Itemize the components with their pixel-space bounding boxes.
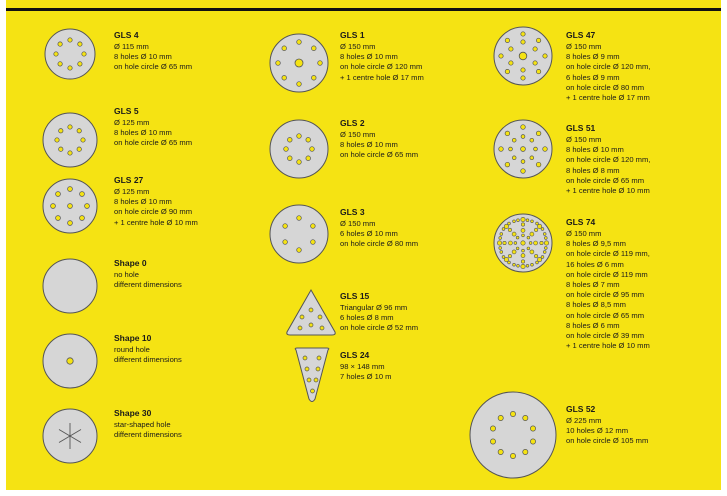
entry-line: 8 holes Ø 6 mm: [566, 320, 620, 330]
entry-line: on hole circle Ø 65 mm: [114, 62, 193, 72]
entry-line: on hole circle Ø 65 mm: [114, 138, 193, 148]
delta-graphic-gls-24: [290, 347, 334, 405]
left-page-margin: [0, 0, 6, 496]
text-block-shape-0: [114, 258, 182, 290]
entry-title: Shape 10: [114, 333, 152, 343]
entry-line: + 1 centre hole Ø 17 mm: [340, 72, 424, 82]
entry-title: GLS 4: [114, 30, 139, 40]
disc-graphic-gls-52: [468, 390, 558, 480]
entry-title: GLS 5: [114, 106, 139, 116]
entry-line: + 1 centre hole Ø 10 mm: [566, 186, 650, 196]
entry-line: 8 holes Ø 8 mm: [566, 165, 620, 175]
bottom-page-margin: [0, 490, 727, 496]
text-block-gls-24: [340, 350, 392, 382]
entry-line: on hole circle Ø 80 mm: [340, 239, 419, 249]
entry-line: 6 holes Ø 9 mm: [566, 72, 620, 82]
entry-line: on hole circle Ø 120 mm: [340, 62, 423, 72]
disc-graphic-gls-4: [42, 26, 98, 82]
entry-title: GLS 74: [566, 217, 596, 227]
entry-line: + 1 centre hole Ø 17 mm: [566, 93, 650, 103]
disc-graphic-gls-47: [492, 25, 554, 87]
entry-line: 10 holes Ø 12 mm: [566, 426, 629, 436]
disc-graphic-gls-2: [268, 118, 330, 180]
entry-title: GLS 15: [340, 291, 370, 301]
text-block-gls-47: [566, 30, 650, 103]
disc-graphic-gls-5: [40, 110, 100, 170]
entry-line: Ø 150 mm: [340, 42, 376, 51]
entry-line: on hole circle Ø 65 mm: [340, 150, 419, 160]
text-block-gls-4: [114, 30, 192, 73]
entry-line: 6 holes Ø 10 mm: [340, 229, 398, 239]
entry-title: GLS 52: [566, 404, 596, 414]
disc-graphic-shape-10: [40, 331, 100, 391]
entry-line: on hole circle Ø 90 mm: [114, 207, 193, 217]
entry-title: GLS 3: [340, 207, 365, 217]
disc-graphic-gls-1: [268, 32, 330, 94]
entry-line: 8 holes Ø 10 mm: [340, 140, 398, 150]
entry-line: + 1 centre hole Ø 10 mm: [566, 341, 650, 351]
triangle-graphic-gls-15: [284, 288, 338, 338]
entry-line: on hole circle Ø 52 mm: [340, 323, 419, 333]
entry-line: on hole circle Ø 80 mm: [566, 82, 645, 92]
entry-line: star-shaped hole: [114, 420, 171, 429]
entry-line: on hole circle Ø 120 mm,: [566, 155, 651, 165]
entry-line: Ø 225 mm: [566, 416, 602, 425]
text-block-gls-2: [340, 118, 418, 161]
entry-line: 6 holes Ø 8 mm: [340, 313, 394, 323]
entry-line: 8 holes Ø 8,5 mm: [566, 300, 626, 310]
entry-title: Shape 30: [114, 408, 152, 418]
entry-line: Ø 150 mm: [340, 130, 376, 139]
entry-line: on hole circle Ø 65 mm: [566, 175, 645, 185]
entry-line: 8 holes Ø 10 mm: [114, 128, 172, 138]
disc-graphic-gls-3: [268, 203, 330, 265]
disc-graphic-gls-27: [40, 176, 100, 236]
entry-line: 8 holes Ø 9 mm: [566, 52, 620, 62]
entry-line: Ø 150 mm: [340, 219, 376, 228]
text-block-shape-10: [114, 333, 182, 365]
disc-graphic-gls-51: [492, 118, 554, 180]
entry-title: Shape 0: [114, 258, 147, 268]
disc-graphic-shape-30: [40, 406, 100, 466]
entry-line: 98 × 148 mm: [340, 362, 385, 371]
entry-line: on hole circle Ø 39 mm: [566, 331, 645, 341]
entry-line: Ø 150 mm: [566, 229, 602, 238]
entry-title: GLS 51: [566, 123, 596, 133]
entry-line: on hole circle Ø 65 mm: [566, 310, 645, 320]
text-block-gls-1: [340, 30, 424, 83]
entry-title: GLS 2: [340, 118, 365, 128]
top-divider-rule: [0, 8, 727, 11]
disc-graphic-shape-0: [40, 256, 100, 316]
entry-line: + 1 centre hole Ø 10 mm: [114, 217, 198, 227]
entry-line: Ø 150 mm: [566, 135, 602, 144]
text-block-gls-5: [114, 106, 192, 149]
entry-line: Ø 125 mm: [114, 118, 150, 127]
text-block-gls-52: [566, 404, 648, 447]
entry-title: GLS 24: [340, 350, 370, 360]
entry-line: 7 holes Ø 10 m: [340, 372, 392, 382]
entry-line: round hole: [114, 345, 150, 354]
entry-line: 8 holes Ø 7 mm: [566, 280, 620, 290]
entry-title: GLS 1: [340, 30, 365, 40]
entry-line: 8 holes Ø 10 mm: [114, 52, 172, 62]
entry-line: Ø 125 mm: [114, 187, 150, 196]
entry-line: different dimensions: [114, 355, 182, 365]
entry-line: different dimensions: [114, 430, 182, 440]
entry-line: Ø 115 mm: [114, 42, 149, 51]
text-block-gls-51: [566, 123, 650, 196]
entry-line: on hole circle Ø 105 mm: [566, 436, 649, 446]
entry-line: 8 holes Ø 9,5 mm: [566, 239, 626, 249]
text-block-shape-30: [114, 408, 182, 440]
text-block-gls-27: [114, 175, 198, 228]
entry-line: on hole circle Ø 120 mm,: [566, 62, 651, 72]
entry-line: on hole circle Ø 95 mm: [566, 290, 645, 300]
entry-line: 8 holes Ø 10 mm: [340, 52, 398, 62]
right-page-margin: [721, 0, 727, 496]
text-block-gls-3: [340, 207, 418, 250]
entry-title: GLS 47: [566, 30, 596, 40]
text-block-gls-74: [566, 217, 650, 351]
entry-line: Triangular Ø 96 mm: [340, 303, 408, 312]
disc-graphic-gls-74: [492, 212, 554, 274]
entry-line: on hole circle Ø 119 mm: [566, 269, 648, 279]
entry-title: GLS 27: [114, 175, 144, 185]
entry-line: no hole: [114, 270, 139, 279]
entry-line: 8 holes Ø 10 mm: [114, 197, 172, 207]
text-block-gls-15: [340, 291, 418, 334]
entry-line: 8 holes Ø 10 mm: [566, 145, 624, 155]
entry-line: on hole circle Ø 119 mm,: [566, 249, 650, 259]
entry-line: 16 holes Ø 6 mm: [566, 259, 624, 269]
entry-line: different dimensions: [114, 280, 182, 290]
entry-line: Ø 150 mm: [566, 42, 602, 51]
